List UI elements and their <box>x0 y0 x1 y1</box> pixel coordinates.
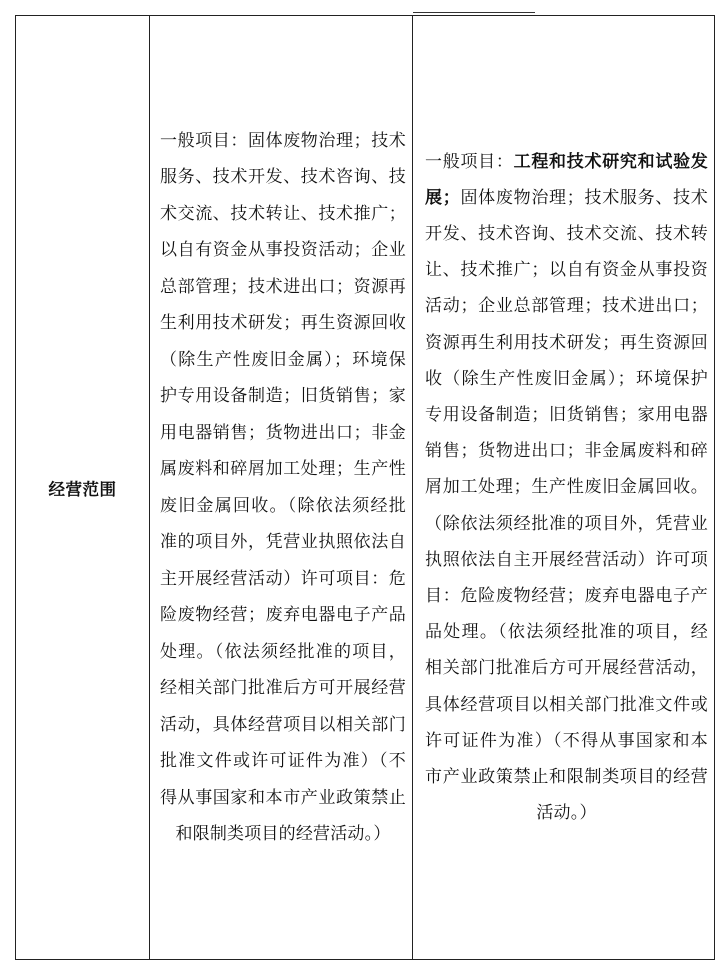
business-scope-table <box>15 15 715 960</box>
top-border-fragment <box>413 12 535 13</box>
before-change-text <box>150 123 412 853</box>
row-label-cell <box>16 16 150 960</box>
after-change-highlight-punct: ； <box>442 187 460 208</box>
table-row <box>16 16 715 960</box>
after-change-body: 固体废物治理；技术服务、技术开发、技术咨询、技术交流、技术转让、技术推广；以自有资金从事投资活动；企业总部管理；技术进出口；资源再生利用技术研发；再生资源回收（除生产性废旧金属）；环境保护专用设备制造；旧货销售；家用电器销售；货物进出口；非金属废料和碎屑加工处理；生产性废旧金属回收。（除依法须经批准的项目外，凭营业执照依法自主开展经营活动）许可项目：危险废物经营；废弃电器电子产品处理。（依法须经批准的项目，经相关部门批准后方可开展经营活动，具体经营项目以相关部门批准文件或许可证件为准）（不得从事国家和本市产业政策禁止和限制类项目的经营活动。） <box>425 187 708 824</box>
after-change-cell <box>413 16 715 960</box>
after-change-prefix: 一般项目： <box>425 151 514 172</box>
before-change-cell <box>150 16 413 960</box>
row-label: 经营范围 <box>48 479 117 499</box>
after-change-highlight: 工程和技术研究和试验发展 <box>425 151 709 208</box>
before-change-note: （不得从事国家和本市产业政策禁止和限制类项目的经营活动。） <box>160 751 406 844</box>
before-change-body: 一般项目：固体废物治理；技术服务、技术开发、技术咨询、技术交流、技术转让、技术推广；以自有资金从事投资活动；企业总部管理；技术进出口；资源再生利用技术研发；再生资源回收（除生产性废旧金属）；环境保护专用设备制造；旧货销售；家用电器销售；货物进出口；非金属废料和碎屑加工处理；生产性废旧金属回收。（除依法须经批准的项目外，凭营业执照依法自主开展经营活动）许可项目：危险废物经营；废弃电器电子产品处理。（依法须经批准的项目，经相关部门批准后方可开展经营活动，具体经营项目以相关部门批准文件或许可证件为准） <box>160 130 406 771</box>
after-change-text <box>413 144 714 832</box>
